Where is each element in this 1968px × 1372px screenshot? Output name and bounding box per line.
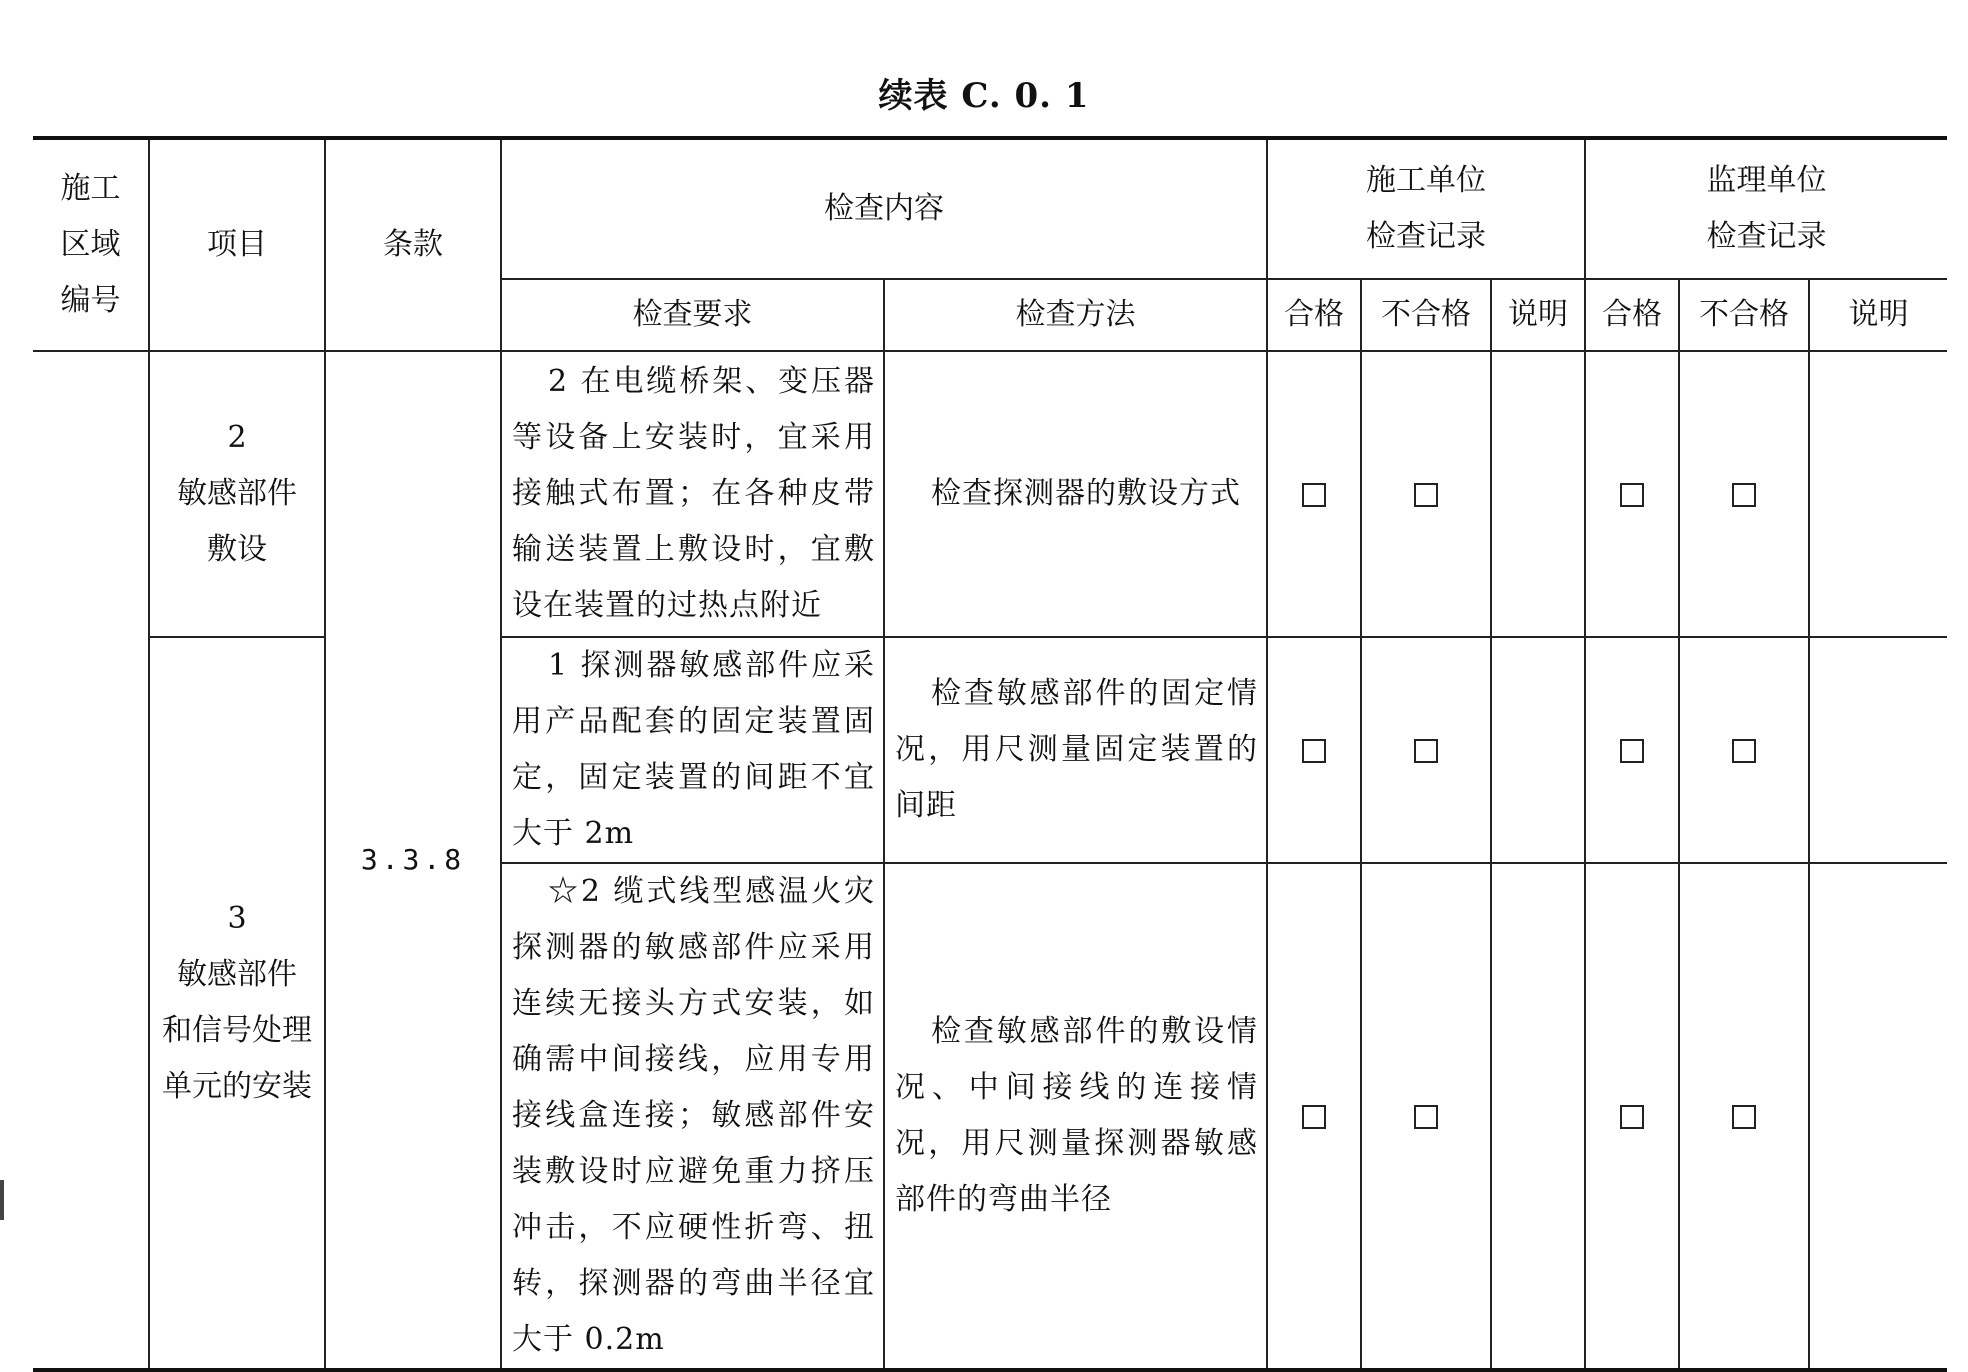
- header-supervision-qualified: 合格: [1585, 279, 1679, 351]
- requirement-cell: [501, 863, 884, 1370]
- table-title: 续表 C. 0. 1: [878, 76, 1090, 116]
- construction-remark-cell[interactable]: [1491, 351, 1585, 637]
- header-area-code-line: 施工: [60, 171, 121, 206]
- header-area-code-line: 编号: [60, 283, 121, 318]
- header-construction-qualified: 合格: [1267, 279, 1361, 351]
- item-2-number: 2: [227, 420, 247, 455]
- table-row: [33, 351, 1947, 637]
- item-2-label: 敏感部件: [177, 476, 297, 511]
- supervision-unqualified-cell: [1679, 637, 1809, 863]
- header-supervision-unit-line: 监理单位: [1706, 163, 1827, 198]
- clause-cell: [325, 351, 501, 1370]
- supervision-unqualified-cell: [1679, 351, 1809, 637]
- header-supervision-remark: 说明: [1809, 279, 1947, 351]
- method-cell: [884, 863, 1267, 1370]
- header-supervision-unit: [1585, 138, 1947, 279]
- area-code-cell: [33, 351, 149, 1370]
- header-check-method: 检查方法: [884, 279, 1267, 351]
- supervision-qualified-cell: [1585, 863, 1679, 1370]
- requirement-text: ☆2 缆式线型感温火灾探测器的敏感部件应采用连续无接头方式安装，如确需中间接线，应用专用接线盒连接；敏感部件安装敷设时应避免重力挤压冲击，不应硬性折弯、扭转，探测器的弯曲半径宜大于 0.2m: [512, 874, 875, 1357]
- construction-unqualified-cell: [1361, 351, 1491, 637]
- item-3-label: 和信号处理: [162, 1013, 312, 1048]
- method-text: 检查敏感部件的敷设情况、中间接线的连接情况，用尺测量探测器敏感部件的弯曲半径: [895, 1014, 1258, 1217]
- construction-qualified-cell: [1267, 863, 1361, 1370]
- item-3-label: 敏感部件: [177, 957, 297, 992]
- header-construction-unit-line: 检查记录: [1366, 219, 1487, 254]
- requirement-text: 1 探测器敏感部件应采用产品配套的固定装置固定，固定装置的间距不宜大于 2m: [512, 648, 875, 851]
- header-item: 项目: [149, 138, 325, 351]
- item-3-label: 单元的安装: [162, 1069, 312, 1104]
- header-area-code-line: 区域: [60, 227, 121, 262]
- requirement-cell: [501, 637, 884, 863]
- construction-remark-cell[interactable]: [1491, 637, 1585, 863]
- clause-number: 3.3.8: [360, 843, 466, 876]
- method-cell: [884, 351, 1267, 637]
- method-text: 检查敏感部件的固定情况，用尺测量固定装置的间距: [895, 676, 1258, 823]
- header-construction-unqualified: 不合格: [1361, 279, 1491, 351]
- method-text: 检查探测器的敷设方式: [931, 476, 1241, 511]
- header-supervision-unit-line: 检查记录: [1706, 219, 1827, 254]
- construction-qualified-checkbox[interactable]: [1302, 483, 1326, 507]
- header-construction-unit: [1267, 138, 1585, 279]
- supervision-remark-cell[interactable]: [1809, 863, 1947, 1370]
- item-2-cell: [149, 351, 325, 637]
- construction-qualified-checkbox[interactable]: [1302, 1105, 1326, 1129]
- header-supervision-unqualified: 不合格: [1679, 279, 1809, 351]
- item-3-cell: [149, 637, 325, 1370]
- supervision-qualified-cell: [1585, 637, 1679, 863]
- construction-remark-cell[interactable]: [1491, 863, 1585, 1370]
- supervision-unqualified-checkbox[interactable]: [1732, 1105, 1756, 1129]
- requirement-cell: [501, 351, 884, 637]
- header-construction-unit-line: 施工单位: [1366, 163, 1487, 198]
- supervision-unqualified-checkbox[interactable]: [1732, 739, 1756, 763]
- binding-edge-mark: [0, 1180, 4, 1220]
- requirement-text: 2 在电缆桥架、变压器等设备上安装时，宜采用接触式布置；在各种皮带输送装置上敷设时，宜敷设在装置的过热点附近: [512, 364, 875, 623]
- method-cell: [884, 637, 1267, 863]
- supervision-qualified-checkbox[interactable]: [1620, 739, 1644, 763]
- supervision-qualified-checkbox[interactable]: [1620, 483, 1644, 507]
- construction-qualified-cell: [1267, 637, 1361, 863]
- supervision-remark-cell[interactable]: [1809, 351, 1947, 637]
- construction-qualified-checkbox[interactable]: [1302, 739, 1326, 763]
- construction-unqualified-cell: [1361, 637, 1491, 863]
- item-2-label: 敷设: [207, 532, 267, 567]
- construction-unqualified-cell: [1361, 863, 1491, 1370]
- construction-unqualified-checkbox[interactable]: [1414, 483, 1438, 507]
- header-construction-remark: 说明: [1491, 279, 1585, 351]
- header-row-1: [33, 138, 1947, 279]
- header-area-code: [33, 138, 149, 351]
- inspection-table: [33, 136, 1947, 1372]
- supervision-unqualified-cell: [1679, 863, 1809, 1370]
- construction-qualified-cell: [1267, 351, 1361, 637]
- construction-unqualified-checkbox[interactable]: [1414, 1105, 1438, 1129]
- header-clause: 条款: [325, 138, 501, 351]
- table-row: [33, 637, 1947, 863]
- supervision-unqualified-checkbox[interactable]: [1732, 483, 1756, 507]
- header-check-content: 检查内容: [501, 138, 1267, 279]
- construction-unqualified-checkbox[interactable]: [1414, 739, 1438, 763]
- header-check-requirement: 检查要求: [501, 279, 884, 351]
- supervision-qualified-checkbox[interactable]: [1620, 1105, 1644, 1129]
- supervision-remark-cell[interactable]: [1809, 637, 1947, 863]
- supervision-qualified-cell: [1585, 351, 1679, 637]
- item-3-number: 3: [227, 901, 247, 936]
